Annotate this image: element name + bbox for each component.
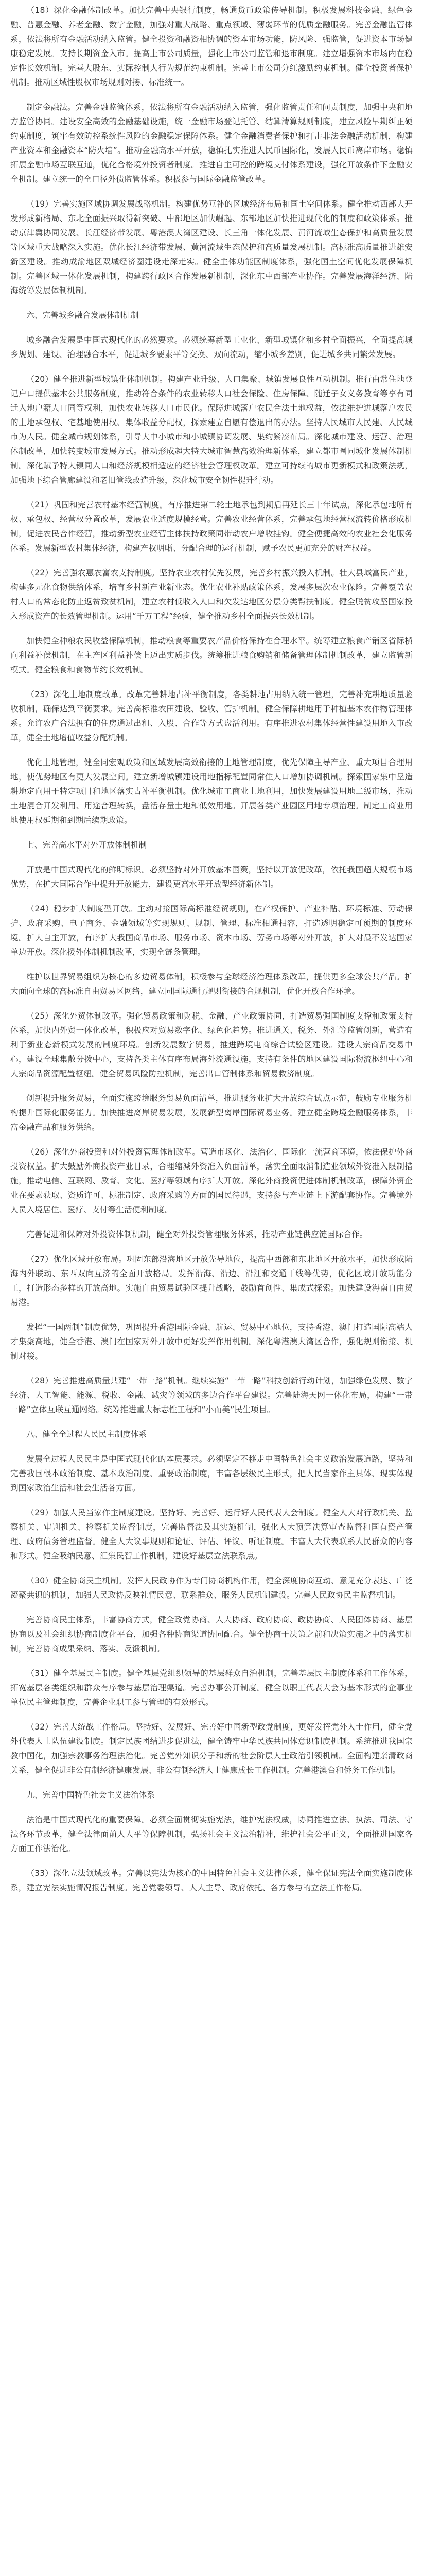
paragraph: （22）完善强农惠农富农支持制度。坚持农业农村优先发展，完善乡村振兴投入机制。壮大县域富民产业，构建多元化食物供给体系，培育乡村新产业新业态。优化农业补贴政策体系，发展多层次农业保险。完善覆盖农村人口的常态化防止返贫致贫机制，建立农村低收入人口和欠发达地区分层分类帮扶制度。健全脱贫攻坚国家投入形成资产的长效管理机制。运用“千万工程”经验，健全推动乡村全面振兴长效机制。 bbox=[10, 568, 413, 621]
section-heading: 八、健全全过程人民民主制度体系 bbox=[26, 1430, 147, 1439]
paragraph: （28）完善推进高质量共建“一带一路”机制。继续实施“一带一路”科技创新行动计划，加强绿色发展、数字经济、人工智能、能源、税收、金融、减灾等领域的多边合作平台建设。完善陆海天网一体化布局，构建“一带一路”立体互联互通网络。统筹推进重大标志性工程和“小而美”民生项目。 bbox=[10, 1376, 413, 1414]
paragraph: 创新提升服务贸易，全面实施跨境服务贸易负面清单，推进服务业扩大开放综合试点示范，鼓励专业服务机构提升国际化服务能力。加快推进离岸贸易发展，发展新型离岸国际贸易业务。建立健全跨境金融服务体系，丰富金融产品和服务供给。 bbox=[10, 1094, 413, 1132]
paragraph: 发展全过程人民民主是中国式现代化的本质要求。必须坚定不移走中国特色社会主义政治发展道路，坚持和完善我国根本政治制度、基本政治制度、重要政治制度，丰富各层级民主形式，把人民当家作主具体、现实体现到国家政治生活和社会生活各方面。 bbox=[10, 1454, 413, 1493]
paragraph: （30）健全协商民主机制。发挥人民政协作为专门协商机构作用，健全深度协商互动、意见充分表达、广泛凝聚共识的机制，加强人民政协反映社情民意、联系群众、服务人民机制建设。完善人民政协民主监督机制。 bbox=[10, 1576, 413, 1600]
paragraph: 加快健全种粮农民收益保障机制，推动粮食等重要农产品价格保持在合理水平。统筹建立粮食产销区省际横向利益补偿机制，在主产区利益补偿上迈出实质步伐。统筹推进粮食购销和储备管理体制机制改革，建立监管新模式。健全粮食和食物节约长效机制。 bbox=[10, 636, 413, 674]
paragraph: （25）深化外贸体制改革。强化贸易政策和财税、金融、产业政策协同，打造贸易强国制度支撑和政策支持体系，加快内外贸一体化改革，积极应对贸易数字化、绿色化趋势。推进通关、税务、外汇等监管创新，营造有利于新业态新模式发展的制度环境。创新发展数字贸易，推进跨境电商综合试验区建设。建设大宗商品交易中心，建设全球集散分拨中心，支持各类主体有序布局海外流通设施，支持有条件的地区建设国际物流枢纽中心和大宗商品资源配置枢纽。健全贸易风险防控机制，完善出口管制体系和贸易救济制度。 bbox=[10, 1011, 413, 1078]
paragraph: （31）健全基层民主制度。健全基层党组织领导的基层群众自治机制，完善基层民主制度体系和工作体系，拓宽基层各类组织和群众有序参与基层治理渠道。完善办事公开制度。健全以职工代表大会为基本形式的企事业单位民主管理制度，完善企业职工参与管理的有效形式。 bbox=[10, 1669, 413, 1707]
paragraph: （23）深化土地制度改革。改革完善耕地占补平衡制度，各类耕地占用纳入统一管理，完善补充耕地质量验收机制，确保达到平衡要求。完善高标准农田建设、验收、管护机制。健全保障耕地用于种植基本农作物管理体系。允许农户合法拥有的住房通过出租、入股、合作等方式盘活利用。有序推进农村集体经营性建设用地入市改革，健全土地增值收益分配机制。 bbox=[10, 690, 413, 742]
paragraph: （21）巩固和完善农村基本经营制度。有序推进第二轮土地承包到期后再延长三十年试点，深化承包地所有权、承包权、经营权分置改革，发展农业适度规模经营。完善农业经营体系，完善承包地经营权流转价格形成机制，促进农民合作经营，推动新型农业经营主体扶持政策同带动农户增收挂钩。健全便捷高效的农业社会化服务体系。发展新型农村集体经济，构建产权明晰、分配合理的运行机制，赋予农民更加充分的财产权益。 bbox=[10, 500, 413, 553]
paragraph: （32）完善大统战工作格局。坚持好、发展好、完善好中国新型政党制度，更好发挥党外人士作用，健全党外代表人士队伍建设制度。制定民族团结进步促进法，健全铸牢中华民族共同体意识制度机制。系统推进我国宗教中国化，加强宗教事务治理法治化。完善党外知识分子和新的社会阶层人士政治引领机制。全面构建亲清政商关系，健全促进非公有制经济健康发展、非公有制经济人士健康成长工作机制。完善港澳台和侨务工作机制。 bbox=[10, 1722, 413, 1775]
section-heading: 七、完善高水平对外开放体制机制 bbox=[26, 840, 147, 850]
paragraph: 发挥“一国两制”制度优势，巩固提升香港国际金融、航运、贸易中心地位，支持香港、澳门打造国际高端人才集聚高地，健全香港、澳门在国家对外开放中更好发挥作用机制。深化粤港澳大湾区合作，强化规则衔接、机制对接。 bbox=[10, 1323, 413, 1361]
paragraph: （19）完善实施区域协调发展战略机制。构建优势互补的区域经济布局和国土空间体系。健全推动西部大开发形成新格局、东北全面振兴取得新突破、中部地区加快崛起、东部地区加快推进现代化的制度和政策体系。推动京津冀协同发展、长江经济带发展、粤港澳大湾区建设、长三角一体化发展、黄河流域生态保护和高质量发展等区域重大战略深入实施。优化长江经济带发展、黄河流域生态保护和高质量发展机制。高标准高质量推进雄安新区建设。推动成渝地区双城经济圈建设走深走实。健全主体功能区制度体系，强化国土空间优化发展保障机制。完善区域一体化发展机制，构建跨行政区合作发展新机制，深化东中西部产业协作。完善发展海洋经济、陆海统筹发展体制机制。 bbox=[10, 199, 413, 295]
paragraph: （20）健全推进新型城镇化体制机制。构建产业升级、人口集聚、城镇发展良性互动机制。推行由常住地登记户口提供基本公共服务制度，推动符合条件的农业转移人口社会保险、住房保障、随迁子女义务教育等享有同迁入地户籍人口同等权利，加快农业转移人口市民化。保障进城落户农民合法土地权益，依法维护进城落户农民的土地承包权、宅基地使用权、集体收益分配权，探索建立自愿有偿退出的办法。坚持人民城市人民建、人民城市为人民。健全城市规划体系，引导大中小城市和小城镇协调发展、集约紧凑布局。深化城市建设、运营、治理体制改革，加快转变城市发展方式。推动形成超大特大城市智慧高效治理新体系，建立都市圈同城化发展体制机制。深化赋予特大镇同人口和经济规模相适应的经济社会管理权改革。建立可持续的城市更新模式和政策法规，加强地下综合管廊建设和老旧管线改造升级，深化城市安全韧性提升行动。 bbox=[10, 375, 413, 485]
paragraph: （27）优化区域开放布局。巩固东部沿海地区开放先导地位，提高中西部和东北地区开放水平，加快形成陆海内外联动、东西双向互济的全面开放格局。发挥沿海、沿边、沿江和交通干线等优势，优化区域开放功能分工，打造形态多样的开放高地。实施自由贸易试验区提升战略，鼓励首创性、集成式探索。加快建设海南自由贸易港。 bbox=[10, 1255, 413, 1307]
paragraph: （29）加强人民当家作主制度建设。坚持好、完善好、运行好人民代表大会制度。健全人大对行政机关、监察机关、审判机关、检察机关监督制度，完善监督法及其实施机制，强化人大预算决算审查监督和国有资产管理、政府债务管理监督。健全人大议事规则和论证、评估、评议、听证制度。丰富人大代表联系人民群众的内容和形式。健全吸纳民意、汇集民智工作机制，建设好基层立法联系点。 bbox=[10, 1508, 413, 1561]
section-heading: 九、完善中国特色社会主义法治体系 bbox=[26, 1790, 155, 1800]
paragraph: 法治是中国式现代化的重要保障。必须全面贯彻实施宪法，维护宪法权威，协同推进立法、执法、司法、守法各环节改革，健全法律面前人人平等保障机制，弘扬社会主义法治精神，维护社会公平正义，全面推进国家各方面工作法治化。 bbox=[10, 1815, 413, 1853]
section-heading: 六、完善城乡融合发展体制机制 bbox=[26, 311, 139, 320]
paragraph: 优化土地管理，健全同宏观政策和区域发展高效衔接的土地管理制度，优先保障主导产业、重大项目合理用地，使优势地区有更大发展空间。建立新增城镇建设用地指标配置同常住人口增加协调机制。探索国家集中垦造耕地定向用于特定项目和地区落实占补平衡机制。优化城市工商业土地利用，加快发展建设用地二级市场，推动土地混合开发利用、用途合理转换，盘活存量土地和低效用地。开展各类产业园区用地专项治理。制定工商业用地使用权延期和到期后续期政策。 bbox=[10, 758, 413, 825]
paragraph: 制定金融法。完善金融监管体系，依法将所有金融活动纳入监管，强化监管责任和问责制度，加强中央和地方监管协同。建设安全高效的金融基础设施，统一金融市场登记托管、结算清算规则制度，建立风险早期纠正硬约束制度，筑牢有效防控系统性风险的金融稳定保障体系。健全金融消费者保护和打击非法金融活动机制，构建产业资本和金融资本“防火墙”。推动金融高水平开放，稳慎扎实推进人民币国际化，发展人民币离岸市场。稳慎拓展金融市场互联互通，优化合格境外投资者制度。推进自主可控的跨境支付体系建设，强化开放条件下金融安全机制。建立统一的全口径外债监管体系。积极参与国际金融监管改革。 bbox=[10, 103, 413, 184]
paragraph: （18）深化金融体制改革。加快完善中央银行制度，畅通货币政策传导机制。积极发展科技金融、绿色金融、普惠金融、养老金融、数字金融，加强对重大战略、重点领域、薄弱环节的优质金融服务。完善金融监管体系，依法将所有金融活动纳入监管。健全投资和融资相协调的资本市场功能，防风险、强监管，促进资本市场健康稳定发展。支持长期资金入市。提高上市公司质量，强化上市公司监管和退市制度。建立增强资本市场内在稳定性长效机制。完善大股东、实际控制人行为规范约束机制。完善上市公司分红激励约束机制。健全投资者保护机制。推动区域性股权市场规则对接、标准统一。 bbox=[10, 6, 413, 87]
paragraph: 完善协商民主体系，丰富协商方式，健全政党协商、人大协商、政府协商、政协协商、人民团体协商、基层协商以及社会组织协商制度化平台，加强各种协商渠道协同配合。健全协商于决策之前和决策实施之中的落实机制，完善协商成果采纳、落实、反馈机制。 bbox=[10, 1615, 413, 1653]
paragraph: 完善促进和保障对外投资体制机制，健全对外投资管理服务体系，推动产业链供应链国际合作。 bbox=[26, 1230, 368, 1239]
paragraph: 城乡融合发展是中国式现代化的必然要求。必须统筹新型工业化、新型城镇化和乡村全面振兴，全面提高城乡规划、建设、治理融合水平，促进城乡要素平等交换、双向流动，缩小城乡差别，促进城乡共同繁荣发展。 bbox=[10, 335, 413, 359]
paragraph: （24）稳步扩大制度型开放。主动对接国际高标准经贸规则，在产权保护、产业补贴、环境标准、劳动保护、政府采购、电子商务、金融领域等实现规则、规制、管理、标准相通相容，打造透明稳定可预期的制度环境。扩大自主开放，有序扩大我国商品市场、服务市场、资本市场、劳务市场等对外开放，扩大对最不发达国家单边开放。深化援外体制机制改革，实现全链条管理。 bbox=[10, 904, 413, 957]
paragraph: 维护以世界贸易组织为核心的多边贸易体制，积极参与全球经济治理体系改革，提供更多全球公共产品。扩大面向全球的高标准自由贸易区网络，建立同国际通行规则衔接的合规机制，优化开放合作环境。 bbox=[10, 972, 413, 996]
paragraph: （26）深化外商投资和对外投资管理体制改革。营造市场化、法治化、国际化一流营商环境，依法保护外商投资权益。扩大鼓励外商投资产业目录，合理缩减外资准入负面清单，落实全面取消制造业领域外资准入限制措施，推动电信、互联网、教育、文化、医疗等领域有序扩大开放。深化外商投资促进体制机制改革，保障外资企业在要素获取、资质许可、标准制定、政府采购等方面的国民待遇，支持参与产业链上下游配套协作。完善境外人员入境居住、医疗、支付等生活便利制度。 bbox=[10, 1147, 413, 1214]
paragraph: （33）深化立法领域改革。完善以宪法为核心的中国特色社会主义法律体系，健全保证宪法全面实施制度体系，建立宪法实施情况报告制度。完善党委领导、人大主导、政府依托、各方参与的立法工作格局。 bbox=[10, 1869, 413, 1892]
paragraph: 开放是中国式现代化的鲜明标识。必须坚持对外开放基本国策，坚持以开放促改革，依托我国超大规模市场优势，在扩大国际合作中提升开放能力，建设更高水平开放型经济新体制。 bbox=[10, 865, 413, 889]
